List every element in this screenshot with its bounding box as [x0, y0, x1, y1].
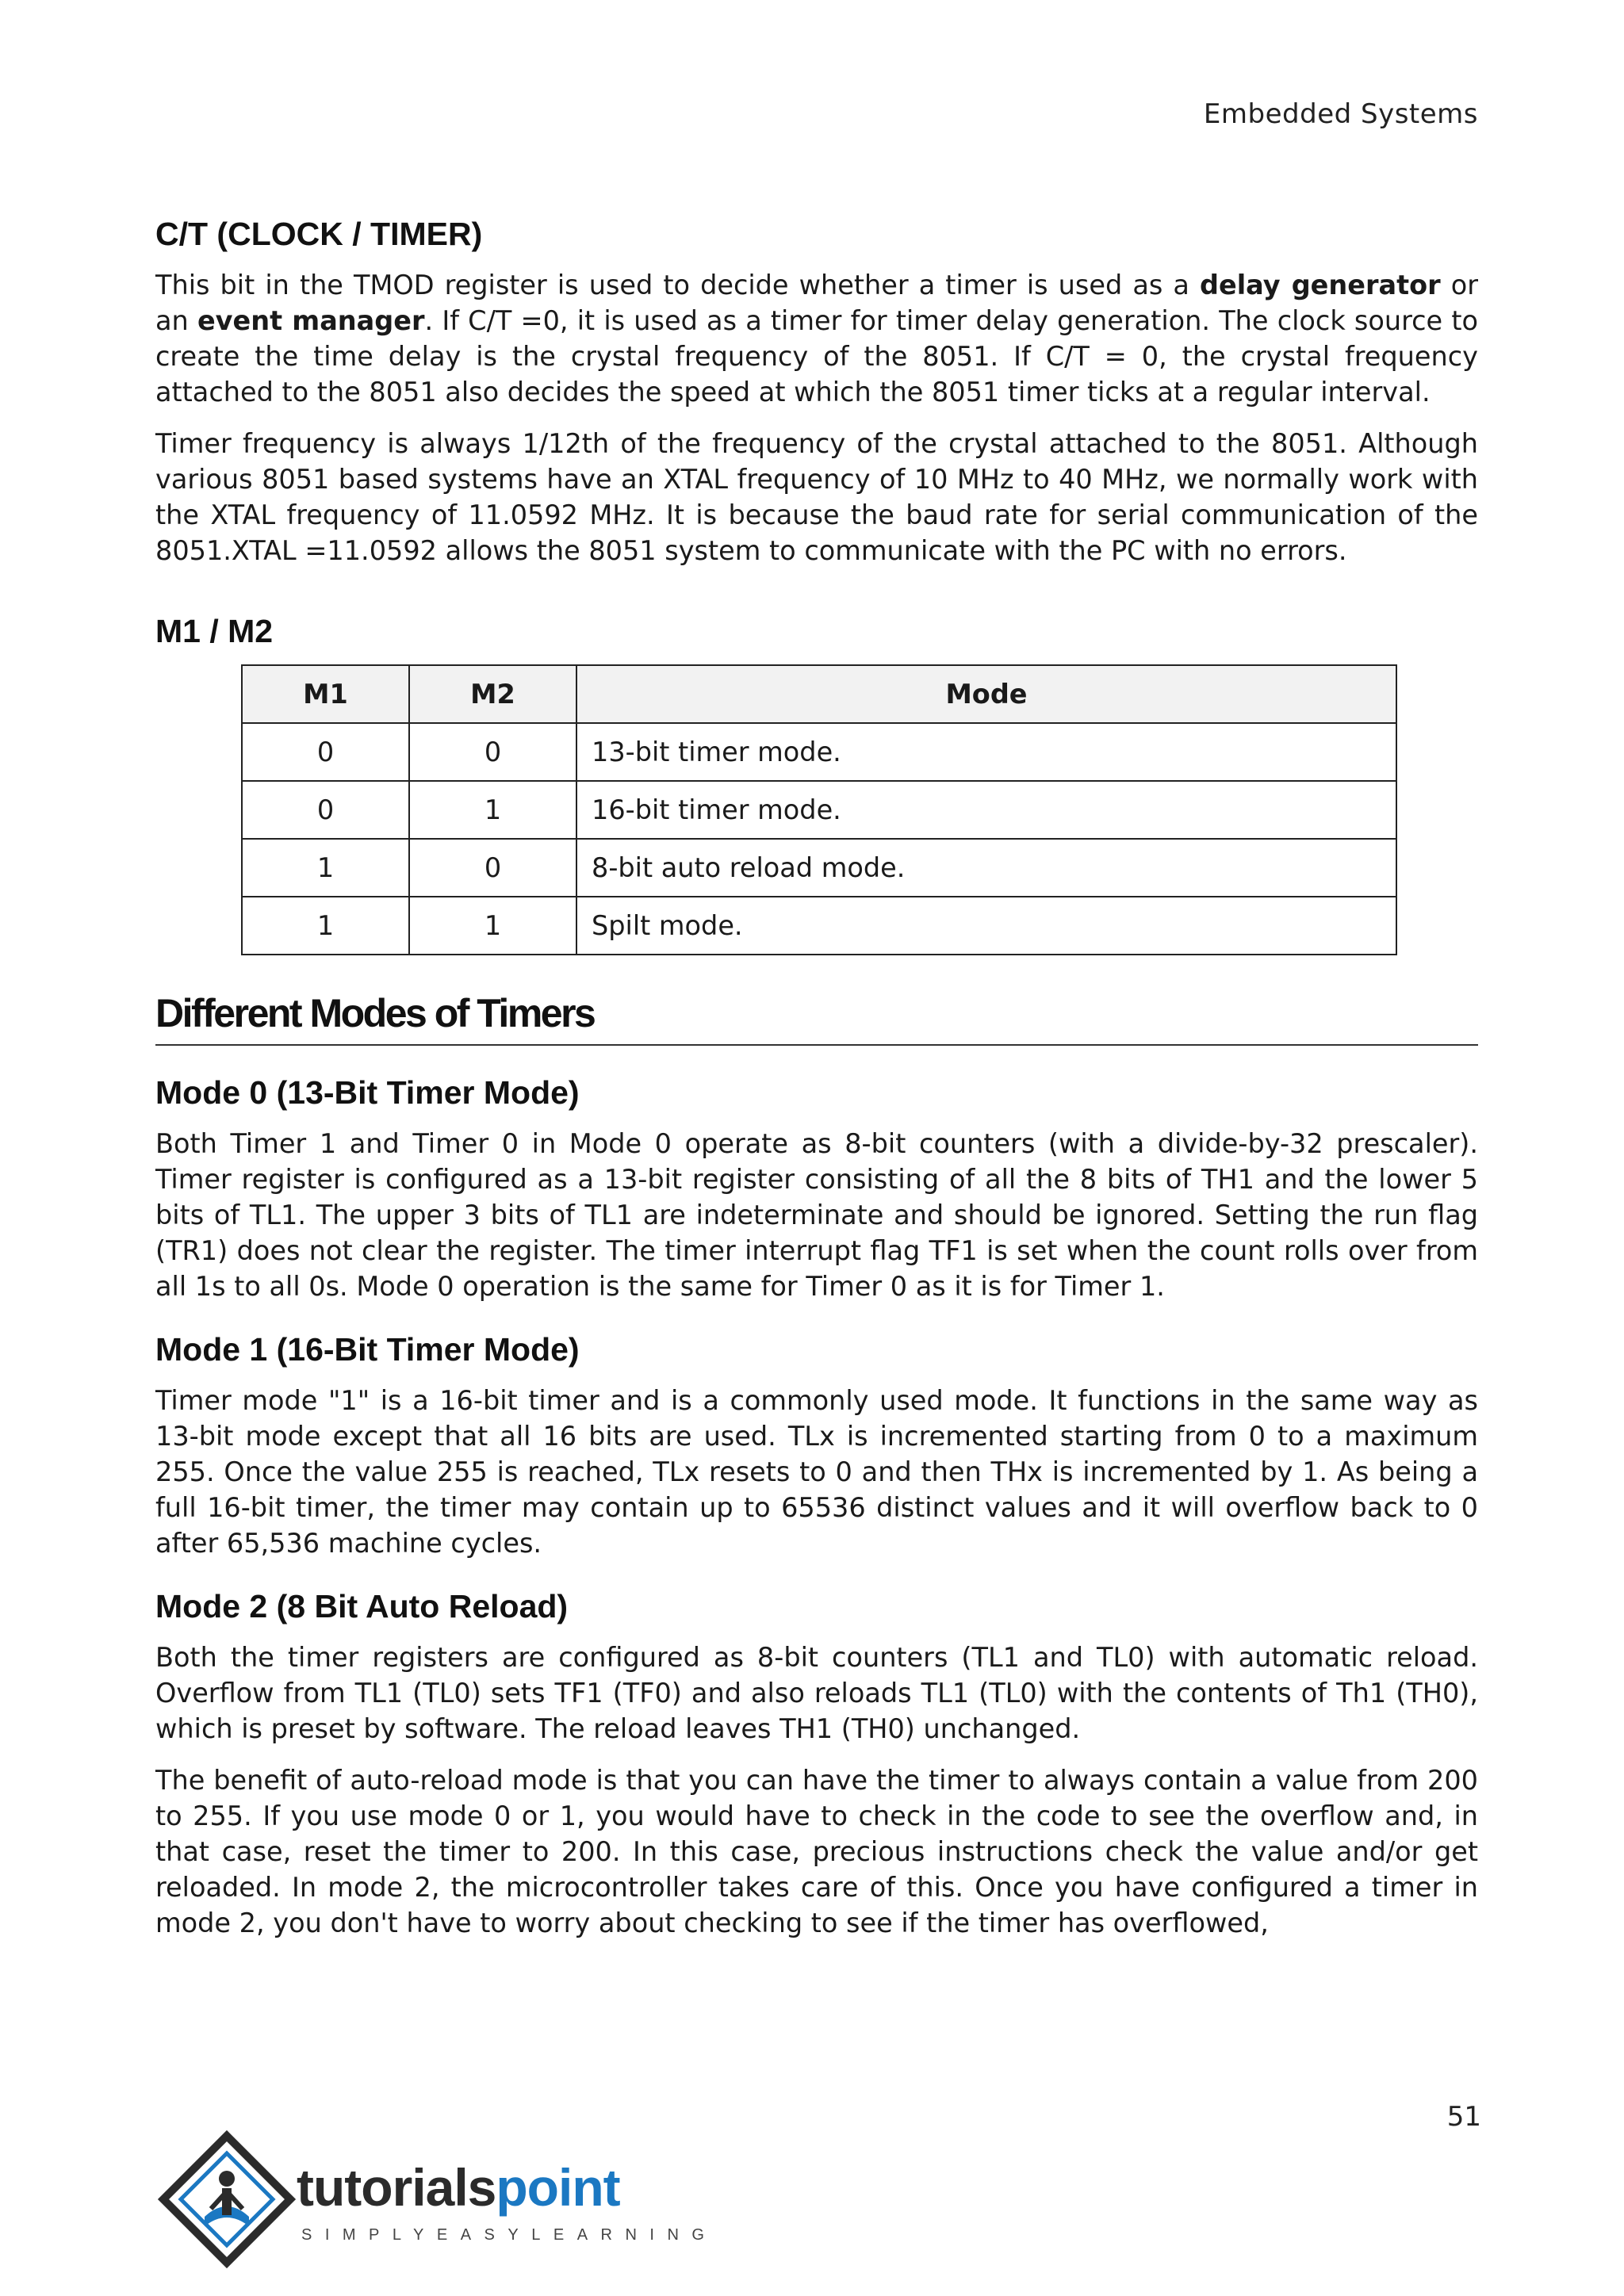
- table-header-m1: M1: [242, 665, 409, 723]
- table-row: [242, 781, 1396, 839]
- table-header-row: [242, 665, 1396, 723]
- page-number: 51: [1446, 2101, 1481, 2133]
- mode2-paragraph-2: The benefit of auto-reload mode is that you can have the timer to always contain a value from 200 to 255. If you use mode 0 or 1, you would have to check in the code to see the overflow and, in that case, reset the timer to 200. In this case, precious instructions check the value and/or get reloaded. In mode 2, the microcontroller takes care of this. Once you have configured a timer in mode 2, you don't have to worry about checking to see if the timer has overflowed,: [155, 1765, 1478, 1938]
- table-header-mode: Mode: [576, 665, 1396, 723]
- page-content: [155, 216, 1478, 1957]
- ct-paragraph-1: This bit in the TMOD register is used to decide whether a timer is used as a delay generator or an event manager. If C/T =0, it is used as a timer for timer delay generation. The clock source to create the time delay is the crystal frequency of the 8051. If C/T = 0, the crystal frequency attached to the 8051 also decides the speed at which the 8051 timer ticks at a regular interval.: [155, 270, 1478, 408]
- table-cell: 1: [242, 839, 409, 897]
- mode2-paragraph-1: Both the timer registers are configured as 8-bit counters (TL1 and TL0) with automatic reload. Overflow from TL1 (TL0) sets TF1 (TF0) and also reloads TL1 (TL0) with the contents of Th1 (TH0), which is preset by software. The reload leaves TH1 (TH0) unchanged.: [155, 1642, 1478, 1744]
- table-cell: 0: [242, 723, 409, 781]
- table-cell: 8-bit auto reload mode.: [576, 839, 1396, 897]
- table-cell: 1: [242, 897, 409, 955]
- table-row: [242, 897, 1396, 955]
- logo-mark-icon: [155, 2130, 298, 2272]
- logo-wordmark: tutorialspoint: [297, 2158, 620, 2217]
- mode0-heading: Mode 0 (13-Bit Timer Mode): [155, 1074, 580, 1111]
- table-cell: 0: [242, 781, 409, 839]
- table-cell: 13-bit timer mode.: [576, 723, 1396, 781]
- table-cell: 1: [409, 781, 576, 839]
- running-header: Embedded Systems: [1203, 98, 1478, 130]
- event-manager-term: event manager: [197, 305, 425, 336]
- table-cell: 1: [409, 897, 576, 955]
- table-row: [242, 723, 1396, 781]
- ct-paragraph-2: Timer frequency is always 1/12th of the frequency of the crystal attached to the 8051. Although various 8051 based systems have an XTAL frequency of 10 MHz to 40 MHz, we normally work with the XTAL frequency of 11.0592 MHz. It is because the baud rate for serial communication of the 8051.XTAL =11.0592 allows the 8051 system to communicate with the PC with no errors.: [155, 428, 1478, 566]
- mode1-paragraph: Timer mode "1" is a 16-bit timer and is a commonly used mode. It functions in the same way as 13-bit mode except that all 16 bits are used. TLx is incremented starting from 0 to a maximum 255. Once the value 255 is reached, TLx resets to 0 and then THx is incremented by 1. As being a full 16-bit timer, the timer may contain up to 65536 distinct values and it will overflow back to 0 after 65,536 machine cycles.: [155, 1385, 1478, 1559]
- table-cell: 0: [409, 723, 576, 781]
- mode0-paragraph: Both Timer 1 and Timer 0 in Mode 0 operate as 8-bit counters (with a divide-by-32 prescaler). Timer register is configured as a 13-bit register consisting of all the 8 bits of TH1 and the lower 5 bits of TL1. The upper 3 bits of TL1 are indeterminate and should be ignored. Setting the run flag (TR1) does not clear the register. The timer interrupt flag TF1 is set when the count rolls over from all 1s to all 0s. Mode 0 operation is the same for Timer 0 as it is for Timer 1.: [155, 1128, 1478, 1302]
- modes-main-heading: Different Modes of Timers: [155, 990, 1478, 1046]
- logo-tagline: SIMPLYEASYLEARNING: [301, 2226, 718, 2244]
- table-header-m2: M2: [409, 665, 576, 723]
- ct-heading: C/T (CLOCK / TIMER): [155, 216, 483, 252]
- table-cell: 0: [409, 839, 576, 897]
- table-cell: 16-bit timer mode.: [576, 781, 1396, 839]
- mode-table: [241, 664, 1397, 955]
- mode2-heading: Mode 2 (8 Bit Auto Reload): [155, 1588, 569, 1624]
- tutorialspoint-logo: [155, 2130, 718, 2272]
- table-row: [242, 839, 1396, 897]
- mode1-heading: Mode 1 (16-Bit Timer Mode): [155, 1331, 580, 1368]
- table-cell: Spilt mode.: [576, 897, 1396, 955]
- m1m2-heading: M1 / M2: [155, 613, 274, 649]
- delay-generator-term: delay generator: [1200, 270, 1441, 300]
